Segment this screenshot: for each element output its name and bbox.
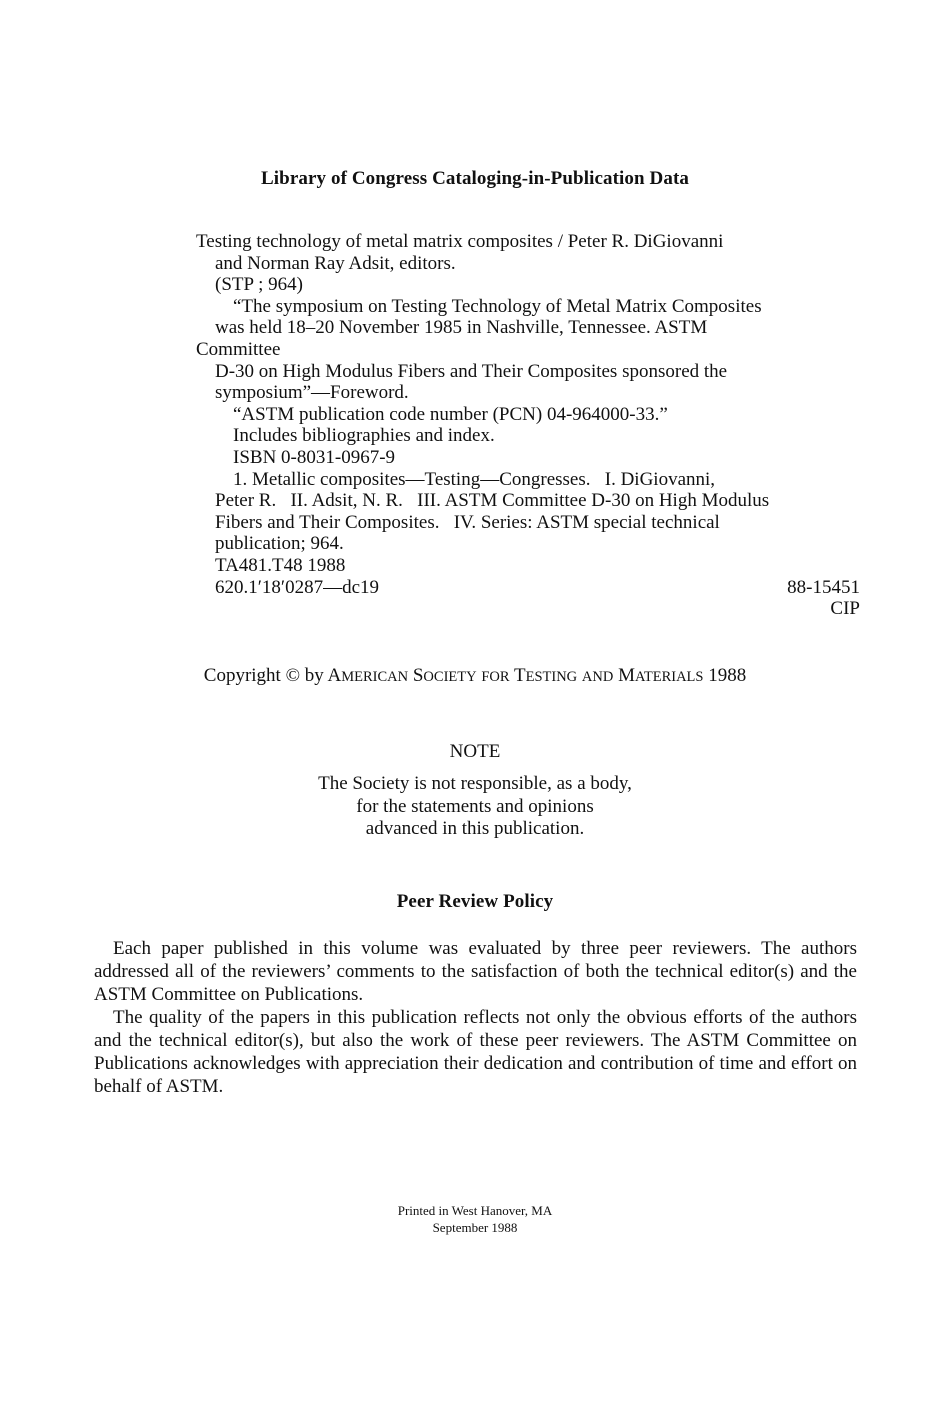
cip-note-line: was held 18–20 November 1985 in Nashville, Tennessee. ASTM xyxy=(215,317,708,339)
cip-note-line: Committee xyxy=(196,338,281,360)
peer-review-heading: Peer Review Policy xyxy=(396,891,554,912)
peer-review-paragraph: Each paper published in this volume was evaluated by three peer reviewers. The authors addressed all of the reviewers’ comments to the satisfaction of both the technical editor(s) and the ASTM Committee on Publications. xyxy=(94,938,857,1005)
organization-word: FOR xyxy=(481,669,510,685)
printed-info xyxy=(0,1202,950,1236)
note-title: NOTE xyxy=(449,741,501,762)
cip-editors-line: and Norman Ray Adsit, editors. xyxy=(215,252,456,274)
printed-date: September 1988 xyxy=(432,1220,518,1235)
cip-title-line: Testing technology of metal matrix composites / Peter R. DiGiovanni xyxy=(196,231,724,252)
printed-place: Printed in West Hanover, MA xyxy=(397,1203,553,1218)
cip-dewey-row xyxy=(196,577,860,599)
peer-review-text xyxy=(94,937,857,1098)
organization-word: AND xyxy=(581,669,614,685)
cip-lccn: 88-15451 xyxy=(787,576,860,598)
cip-note-line: symposium”—Foreword. xyxy=(215,382,409,404)
copyright-organization xyxy=(327,665,703,686)
cip-bibliographies: Includes bibliographies and index. xyxy=(233,425,495,447)
organization-word: SOCIETY xyxy=(412,665,477,686)
note-body xyxy=(0,773,950,841)
cip-label: CIP xyxy=(830,598,860,620)
cip-subjects-line: Peter R. II. Adsit, N. R. III. ASTM Committee D-30 on High Modulus xyxy=(215,490,770,512)
cip-note-line: “The symposium on Testing Technology of Metal Matrix Composites xyxy=(233,295,762,317)
copyright-year: 1988 xyxy=(708,665,747,686)
cip-dewey: 620.1′18′0287—dc19 xyxy=(215,576,379,598)
organization-word: MATERIALS xyxy=(618,665,704,686)
note-line: for the statements and opinions xyxy=(356,795,594,817)
cip-subjects-line: publication; 964. xyxy=(215,533,344,555)
copyright-prefix: Copyright © by xyxy=(203,665,324,686)
organization-word: TESTING xyxy=(513,665,578,686)
copyright-line xyxy=(0,665,950,687)
note-line: advanced in this publication. xyxy=(365,818,585,839)
cip-call-number: TA481.T48 1988 xyxy=(215,554,346,576)
cip-record xyxy=(196,231,860,620)
organization-word: AMERICAN xyxy=(327,665,409,686)
cip-series: (STP ; 964) xyxy=(215,274,303,296)
note-line: The Society is not responsible, as a body, xyxy=(318,773,632,794)
cip-isbn: ISBN 0-8031-0967-9 xyxy=(233,446,396,468)
cip-subjects-line: 1. Metallic composites—Testing—Congresses. I. DiGiovanni, xyxy=(233,468,716,490)
cip-subjects-line: Fibers and Their Composites. IV. Series: ASTM special technical xyxy=(215,511,720,533)
peer-review-paragraph: The quality of the papers in this publication reflects not only the obvious efforts of the authors and the technical editor(s), but also the work of these peer reviewers. The ASTM Committee on Publications acknowledges with appreciation their dedication and contribution of time and effort on behalf of ASTM. xyxy=(94,1007,857,1097)
cip-note-line: D-30 on High Modulus Fibers and Their Composites sponsored the xyxy=(215,360,728,382)
cip-heading: Library of Congress Cataloging-in-Publication Data xyxy=(261,168,689,189)
cip-pcn: “ASTM publication code number (PCN) 04-964000-33.” xyxy=(233,403,668,425)
